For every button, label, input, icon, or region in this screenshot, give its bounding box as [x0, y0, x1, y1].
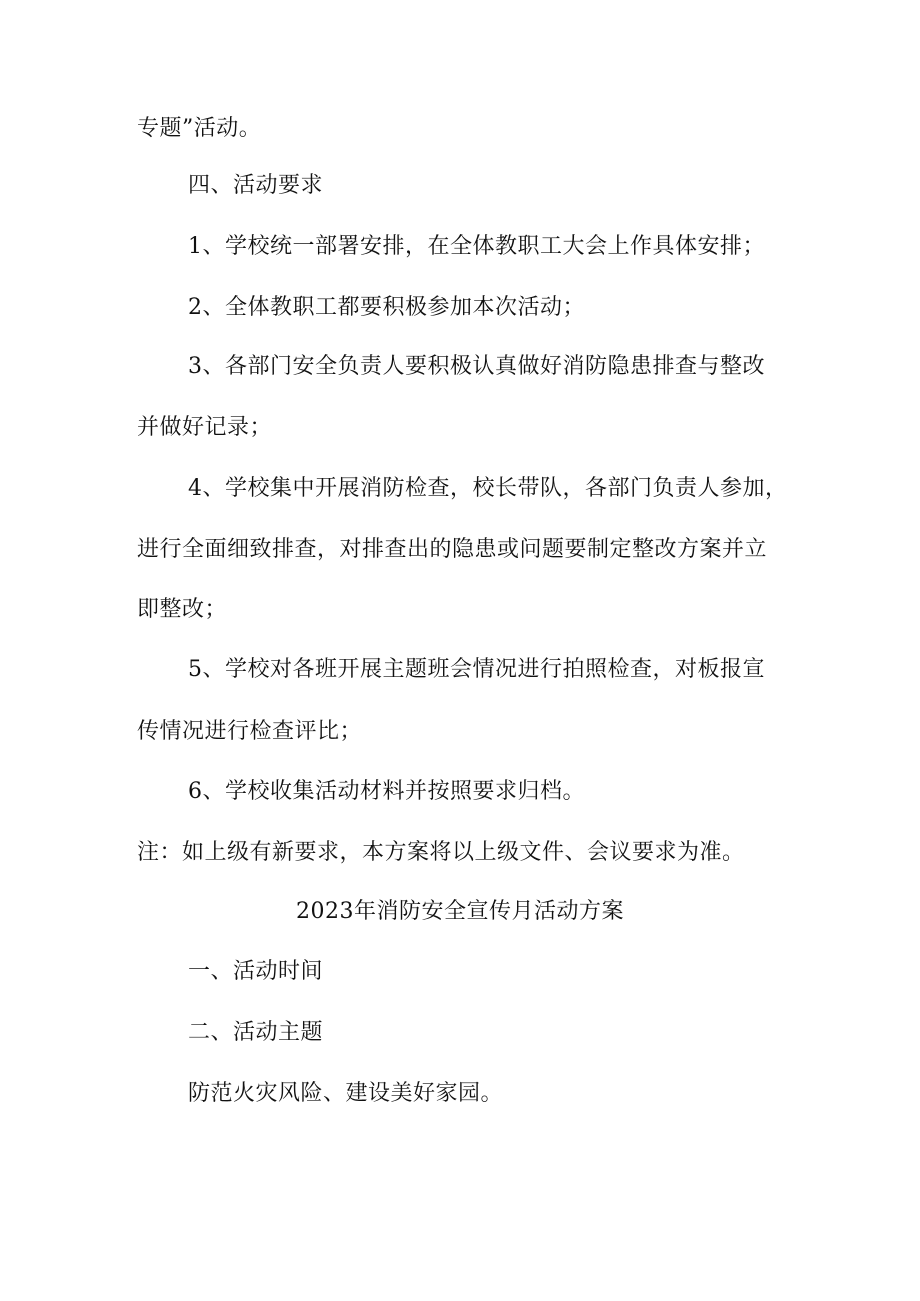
section-heading: 一、活动时间	[188, 959, 324, 984]
list-item-continuation: 进行全面细致排查，对排查出的隐患或问题要制定整改方案并立	[137, 537, 768, 562]
paragraph-line: 专题”活动。	[137, 116, 262, 141]
section-heading: 四、活动要求	[188, 173, 324, 198]
paragraph-line: 防范火灾风险、建设美好家园。	[188, 1081, 504, 1106]
list-item: 5、学校对各班开展主题班会情况进行拍照检查，对板报宣	[188, 657, 765, 682]
list-item-continuation: 并做好记录；	[137, 415, 273, 440]
list-item: 3、各部门安全负责人要积极认真做好消防隐患排查与整改	[188, 354, 765, 379]
section-heading: 二、活动主题	[188, 1020, 324, 1045]
note-line: 注：如上级有新要求，本方案将以上级文件、会议要求为准。	[137, 840, 745, 865]
list-item: 2、全体教职工都要积极参加本次活动；	[188, 295, 585, 320]
list-item-continuation: 即整改；	[137, 597, 228, 622]
list-item: 4、学校集中开展消防检查，校长带队，各部门负责人参加，	[188, 476, 788, 501]
list-item: 6、学校收集活动材料并按照要求归档。	[188, 779, 585, 804]
document-title: 2023年消防安全宣传月活动方案	[296, 899, 624, 924]
list-item-continuation: 传情况进行检查评比；	[137, 719, 363, 744]
list-item: 1、学校统一部署安排，在全体教职工大会上作具体安排；	[188, 234, 765, 259]
